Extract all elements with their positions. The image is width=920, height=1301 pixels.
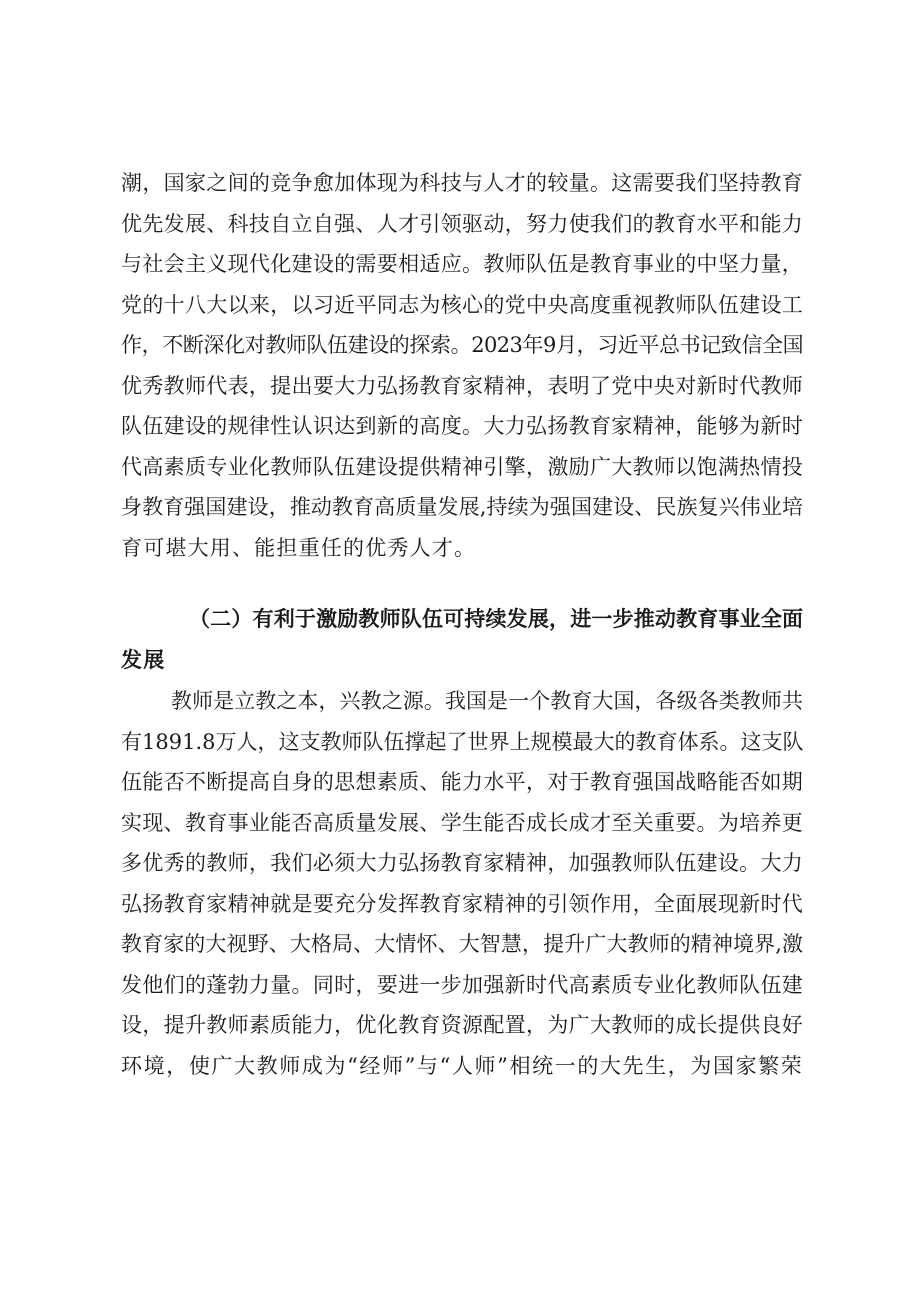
text-line: 设，提升教师素质能力，优化教育资源配置，为广大教师的成长提供良好: [121, 1013, 803, 1037]
text-line: 优先发展、科技自立自强、人才引领驱动，努力使我们的教育水平和能力: [121, 211, 803, 236]
text-line: 有1891.8万人，这支教师队伍撑起了世界上规模最大的教育体系。这支队: [121, 729, 804, 754]
text-line: 党的十八大以来，以习近平同志为核心的党中央高度重视教师队伍建设工: [121, 292, 803, 317]
text-line: 作，不断深化对教师队伍建设的探索。2023年9月，习近平总书记致信全国: [121, 333, 803, 357]
text-line: 与社会主义现代化建设的需要相适应。教师队伍是教育事业的中坚力量，: [121, 252, 803, 276]
paragraph-continued: [121, 163, 803, 568]
text-line: 实现、教育事业能否高质量发展、学生能否成长成才至关重要。为培养更: [121, 810, 803, 835]
text-line: 环境，使广大教师成为“经师”与“人师”相统一的大先生，为国家繁荣: [121, 1053, 803, 1078]
text-line: 代高素质专业化教师队伍建设提供精神引擎，激励广大教师以饱满热情投: [121, 454, 803, 479]
text-line: 发他们的蓬勃力量。同时，要进一步加强新时代高素质专业化教师队伍建: [121, 972, 803, 997]
text-line: 伍能否不断提高自身的思想素质、能力水平，对于教育强国战略能否如期: [121, 770, 803, 794]
text-line: 教师是立教之本，兴教之源。我国是一个教育大国，各级各类教师共: [171, 689, 803, 713]
heading-line: 发展: [121, 646, 166, 672]
text-line: 教育家的大视野、大格局、大情怀、大智慧，提升广大教师的精神境界,激: [121, 932, 803, 956]
text-line: 育可堪大用、能担重任的优秀人才。: [121, 535, 477, 560]
heading-line: （二）有利于激励教师队伍可持续发展，进一步推动教育事业全面: [189, 606, 803, 631]
section-heading: [121, 599, 803, 680]
text-line: 优秀教师代表，提出要大力弘扬教育家精神，表明了党中央对新时代教师: [121, 373, 803, 398]
text-line: 队伍建设的规律性认识达到新的高度。大力弘扬教育家精神，能够为新时: [121, 414, 803, 438]
text-line: 多优秀的教师，我们必须大力弘扬教育家精神，加强教师队伍建设。大力: [121, 851, 803, 875]
paragraph: [121, 681, 803, 1086]
text-line: 弘扬教育家精神就是要充分发挥教育家精神的引领作用，全面展现新时代: [121, 891, 803, 916]
text-line: 身教育强国建设，推动教育高质量发展,持续为强国建设、民族复兴伟业培: [121, 495, 803, 519]
text-line: 潮，国家之间的竞争愈加体现为科技与人才的较量。这需要我们坚持教育: [121, 171, 803, 195]
